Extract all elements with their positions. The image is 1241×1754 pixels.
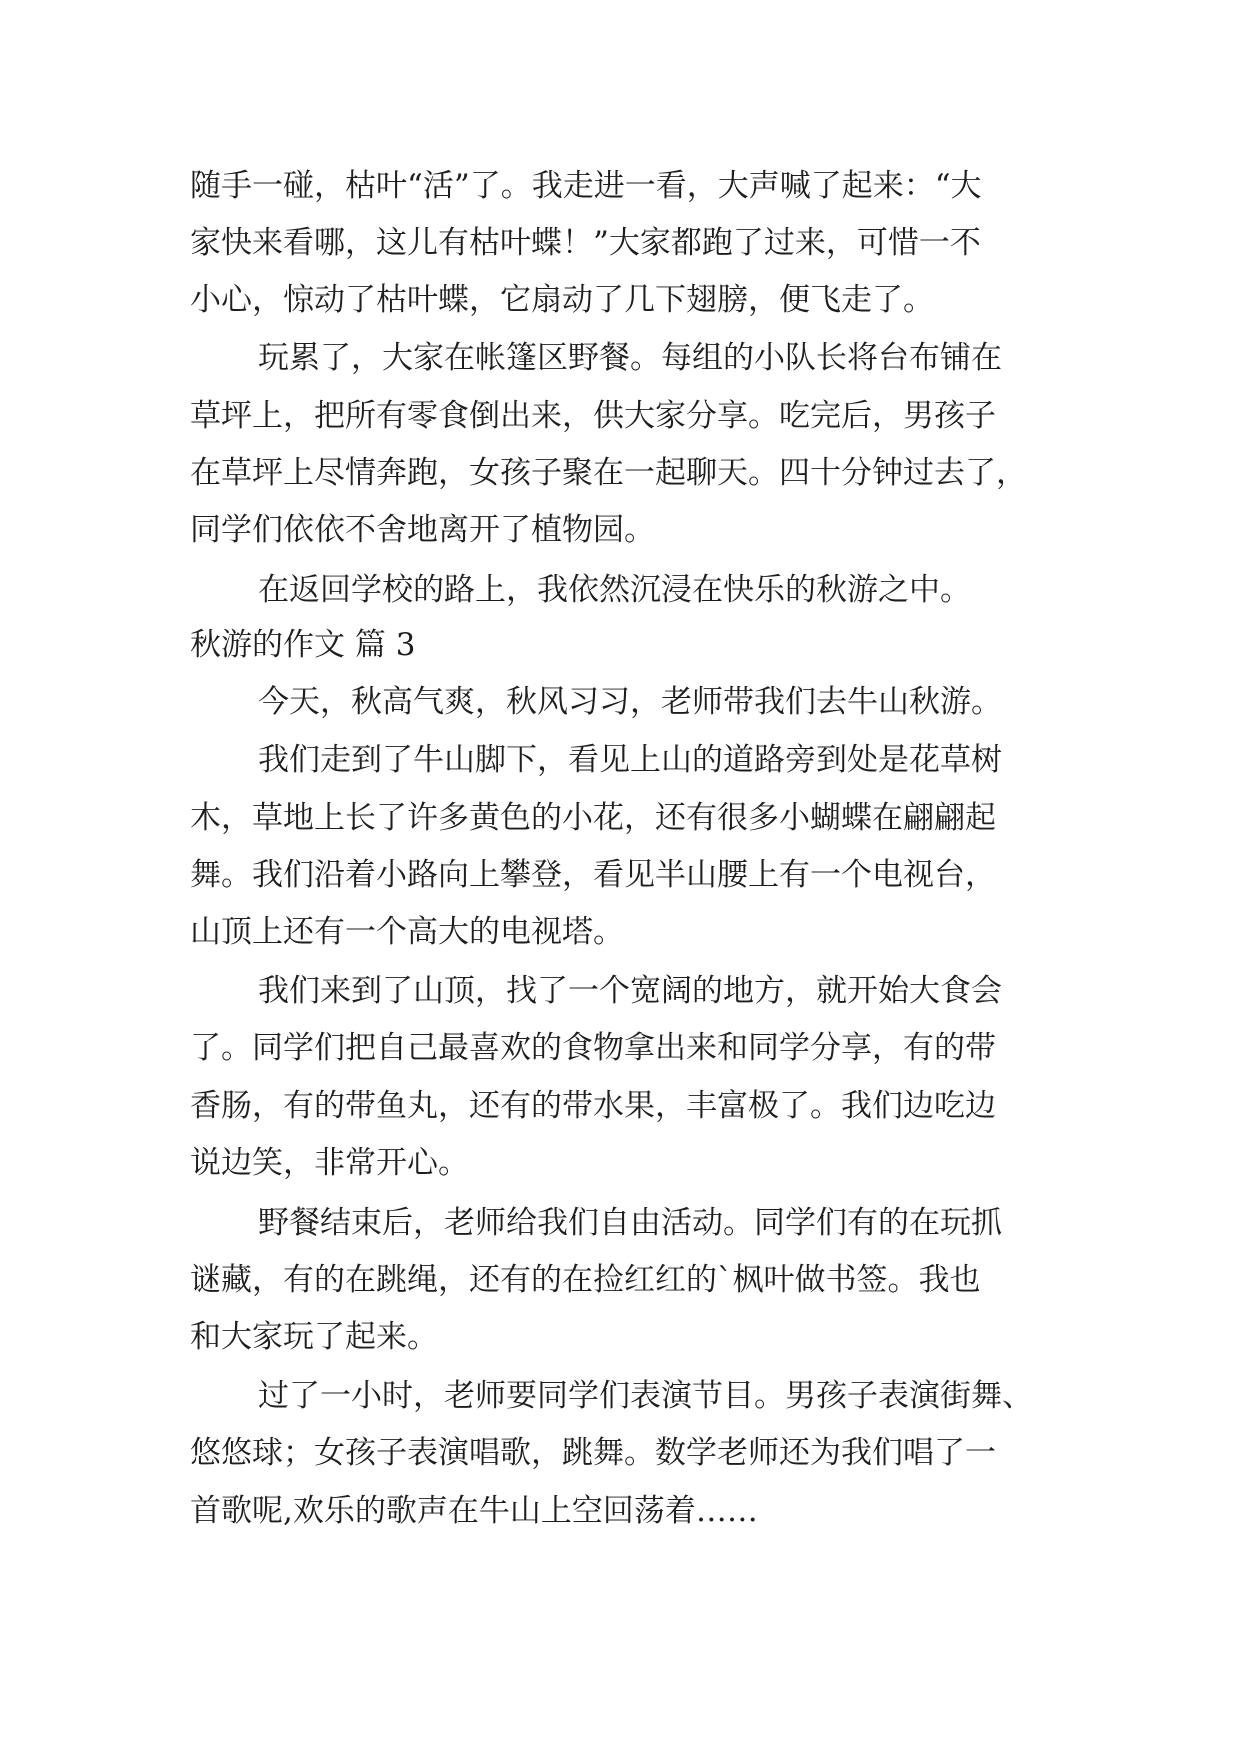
paragraph-start-line: 我们走到了牛山脚下，看见上山的道路旁到处是花草树 bbox=[258, 742, 1002, 778]
paragraph-start-line: 今天，秋高气爽，秋风习习，老师带我们去牛山秋游。 bbox=[258, 684, 1002, 720]
text-line: 首歌呢,欢乐的歌声在牛山上空回荡着…… bbox=[190, 1493, 758, 1529]
text-line: 小心，惊动了枯叶蝶，它扇动了几下翅膀，便飞走了。 bbox=[190, 282, 934, 318]
text-line: 随手一碰，枯叶“活”了。我走进一看，大声喊了起来：“大 bbox=[190, 168, 982, 204]
text-line: 同学们依依不舍地离开了植物园。 bbox=[190, 512, 655, 548]
paragraph-start-line: 我们来到了山顶，找了一个宽阔的地方，就开始大食会 bbox=[258, 973, 1002, 1009]
text-line: 木，草地上长了许多黄色的小花，还有很多小蝴蝶在翩翩起 bbox=[190, 800, 996, 836]
text-line: 家快来看哪，这儿有枯叶蝶！”大家都跑了过来，可惜一不 bbox=[190, 225, 981, 261]
paragraph-start-line: 在返回学校的路上，我依然沉浸在快乐的秋游之中。 bbox=[258, 572, 971, 608]
paragraph-start-line: 野餐结束后，老师给我们自由活动。同学们有的在玩抓 bbox=[258, 1205, 1002, 1241]
text-line: 在草坪上尽情奔跑，女孩子聚在一起聊天。四十分钟过去了， bbox=[190, 455, 1027, 491]
text-line: 和大家玩了起来。 bbox=[190, 1319, 438, 1355]
text-line: 舞。我们沿着小路向上攀登，看见半山腰上有一个电视台， bbox=[190, 857, 996, 893]
paragraph-start-line: 过了一小时，老师要同学们表演节目。男孩子表演街舞、 bbox=[258, 1378, 1033, 1414]
text-line: 山顶上还有一个高大的电视塔。 bbox=[190, 914, 624, 950]
text-line: 了。同学们把自己最喜欢的食物拿出来和同学分享，有的带 bbox=[190, 1030, 996, 1066]
text-line: 草坪上，把所有零食倒出来，供大家分享。吃完后，男孩子 bbox=[190, 398, 996, 434]
text-line: 谜藏，有的在跳绳，还有的在捡红红的`枫叶做书签。我也 bbox=[190, 1262, 981, 1298]
section-heading: 秋游的作文 篇 3 bbox=[190, 627, 416, 663]
paragraph-start-line: 玩累了，大家在帐篷区野餐。每组的小队长将台布铺在 bbox=[258, 340, 1002, 376]
text-line: 说边笑，非常开心。 bbox=[190, 1145, 469, 1181]
text-line: 香肠，有的带鱼丸，还有的带水果，丰富极了。我们边吃边 bbox=[190, 1088, 996, 1124]
text-line: 悠悠球；女孩子表演唱歌，跳舞。数学老师还为我们唱了一 bbox=[190, 1435, 996, 1471]
